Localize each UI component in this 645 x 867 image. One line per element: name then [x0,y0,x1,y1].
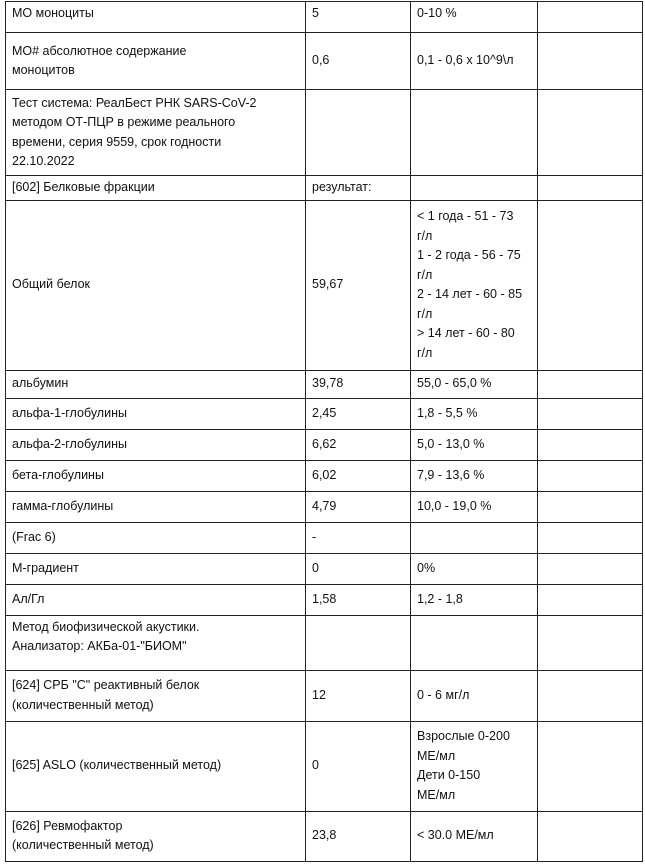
cell-text-line: Метод биофизической акустики. [12,619,200,634]
cell-text-line: 23,8 [312,828,337,843]
result-cell [306,398,411,429]
cell-text-line: [625] ASLO (количественный метод) [12,758,222,773]
reference-range-cell [411,721,538,811]
cell-text-line: (количественный метод) [12,838,154,852]
reference-range-cell [411,429,538,460]
result-cell [306,90,411,176]
cell-text-line: 0 - 6 мг/л [417,687,470,702]
notes-cell [538,370,643,398]
table-row [6,721,643,811]
notes-cell [538,811,643,861]
cell-text-line: 6,62 [312,436,337,451]
cell-text-line: 0% [417,560,436,575]
result-cell [306,491,411,522]
cell-text-line: альфа-2-глобулины [12,436,127,451]
cell-text-line: Взрослые 0-200 [417,729,510,743]
cell-text-line: (количественный метод) [12,697,154,712]
reference-range-cell [411,398,538,429]
cell-text-line: - [312,529,317,544]
cell-text-line: [624] СРБ "С" реактивный белок [12,678,200,692]
cell-text-line: бета-глобулины [12,467,104,482]
notes-cell [538,553,643,584]
table-row [6,460,643,491]
notes-cell [538,460,643,491]
test-name-cell [6,200,306,370]
table-row [6,584,643,615]
cell-text-line: 0 [312,758,319,773]
cell-text-line: 4,79 [312,498,337,513]
cell-text-line: 1,8 - 5,5 % [417,405,478,420]
cell-text-line: 0,6 [312,53,330,68]
notes-cell [538,90,643,176]
cell-text-line: 0,1 - 0,6 х 10^9\л [417,53,514,68]
test-name-cell [6,811,306,861]
cell-text-line: [626] Ревмофактор [12,818,123,833]
table-row [6,398,643,429]
reference-range-cell [411,33,538,90]
notes-cell [538,176,643,201]
table-row [6,370,643,398]
test-name-cell [6,370,306,398]
reference-range-cell [411,90,538,176]
cell-text-line: Общий белок [12,277,91,292]
cell-text-line: 39,78 [312,376,344,391]
cell-text-line: Анализатор: АКБа-01-"БИОМ" [12,639,187,653]
cell-text-line: 5 [312,6,319,20]
cell-text-line: 2,45 [312,405,337,420]
table-row [6,553,643,584]
cell-text-line: (Frac 6) [12,529,56,544]
result-cell [306,460,411,491]
notes-cell [538,429,643,460]
reference-range-cell [411,553,538,584]
table-row [6,2,643,33]
notes-cell [538,33,643,90]
table-row [6,811,643,861]
cell-text-line: 7,9 - 13,6 % [417,467,485,482]
reference-range-cell [411,670,538,721]
test-name-cell [6,584,306,615]
cell-text-line: моноцитов [12,63,75,77]
cell-text-line: Ал/Гл [12,591,45,606]
result-cell [306,2,411,33]
cell-text-line: 55,0 - 65,0 % [417,376,492,391]
notes-cell [538,584,643,615]
cell-text-line: 2 - 14 лет - 60 - 85 [417,287,523,301]
notes-cell [538,721,643,811]
test-name-cell [6,553,306,584]
notes-cell [538,398,643,429]
test-name-cell [6,176,306,201]
test-name-cell [6,429,306,460]
test-name-cell [6,615,306,670]
cell-text-line: Тест система: РеалБест РНК SARS-CoV-2 [12,95,257,110]
notes-cell [538,670,643,721]
test-name-cell [6,491,306,522]
result-cell [306,429,411,460]
reference-range-cell [411,200,538,370]
result-cell [306,670,411,721]
cell-text-line: 10,0 - 19,0 % [417,498,492,513]
test-name-cell [6,33,306,90]
result-cell [306,176,411,201]
table-row [6,90,643,176]
cell-text-line: результат: [312,180,372,194]
cell-text-line: [602] Белковые фракции [12,180,155,194]
reference-range-cell [411,460,538,491]
cell-text-line: 22.10.2022 [12,154,75,168]
result-cell [306,584,411,615]
cell-text-line: методом ОТ-ПЦР в режиме реального [12,115,236,129]
cell-text-line: 1 - 2 года - 56 - 75 [417,248,521,262]
lab-results-table [5,1,643,862]
table-row [6,200,643,370]
result-cell [306,200,411,370]
cell-text-line: МЕ/мл [417,748,456,763]
cell-text-line: > 14 лет - 60 - 80 [417,326,515,340]
cell-text-line: г/л [417,306,433,321]
notes-cell [538,522,643,553]
notes-cell [538,491,643,522]
test-name-cell [6,2,306,33]
test-name-cell [6,90,306,176]
cell-text-line: г/л [417,345,433,360]
table-row [6,491,643,522]
notes-cell [538,615,643,670]
cell-text-line: 0 [312,560,319,575]
cell-text-line: альбумин [12,376,69,391]
reference-range-cell [411,491,538,522]
notes-cell [538,2,643,33]
reference-range-cell [411,176,538,201]
result-cell [306,522,411,553]
reference-range-cell [411,811,538,861]
cell-text-line: альфа-1-глобулины [12,405,127,420]
table-row [6,33,643,90]
cell-text-line: < 30.0 МЕ/мл [417,828,494,843]
cell-text-line: МЕ/мл [417,787,456,802]
test-name-cell [6,721,306,811]
result-cell [306,811,411,861]
test-name-cell [6,460,306,491]
result-cell [306,721,411,811]
cell-text-line: М-градиент [12,560,79,575]
cell-text-line: Дети 0-150 [417,768,481,782]
table-row [6,429,643,460]
cell-text-line: МО моноциты [12,6,94,20]
result-cell [306,553,411,584]
cell-text-line: 1,58 [312,591,337,606]
cell-text-line: 5,0 - 13,0 % [417,436,485,451]
cell-text-line: 6,02 [312,467,337,482]
cell-text-line: г/л [417,267,433,282]
test-name-cell [6,522,306,553]
result-cell [306,615,411,670]
test-name-cell [6,670,306,721]
table-row [6,176,643,201]
cell-text-line: г/л [417,228,433,243]
result-cell [306,370,411,398]
result-cell [306,33,411,90]
cell-text-line: 1,2 - 1,8 [417,591,463,606]
reference-range-cell [411,2,538,33]
cell-text-line: времени, серия 9559, срок годности [12,134,222,149]
notes-cell [538,200,643,370]
reference-range-cell [411,370,538,398]
reference-range-cell [411,615,538,670]
table-row [6,670,643,721]
cell-text-line: гамма-глобулины [12,498,114,513]
table-row [6,522,643,553]
cell-text-line: 59,67 [312,277,344,292]
reference-range-cell [411,522,538,553]
table-row [6,615,643,670]
cell-text-line: МО# абсолютное содержание [12,43,187,58]
test-name-cell [6,398,306,429]
cell-text-line: 0-10 % [417,6,457,20]
cell-text-line: < 1 года - 51 - 73 [417,209,514,223]
reference-range-cell [411,584,538,615]
cell-text-line: 12 [312,687,326,702]
